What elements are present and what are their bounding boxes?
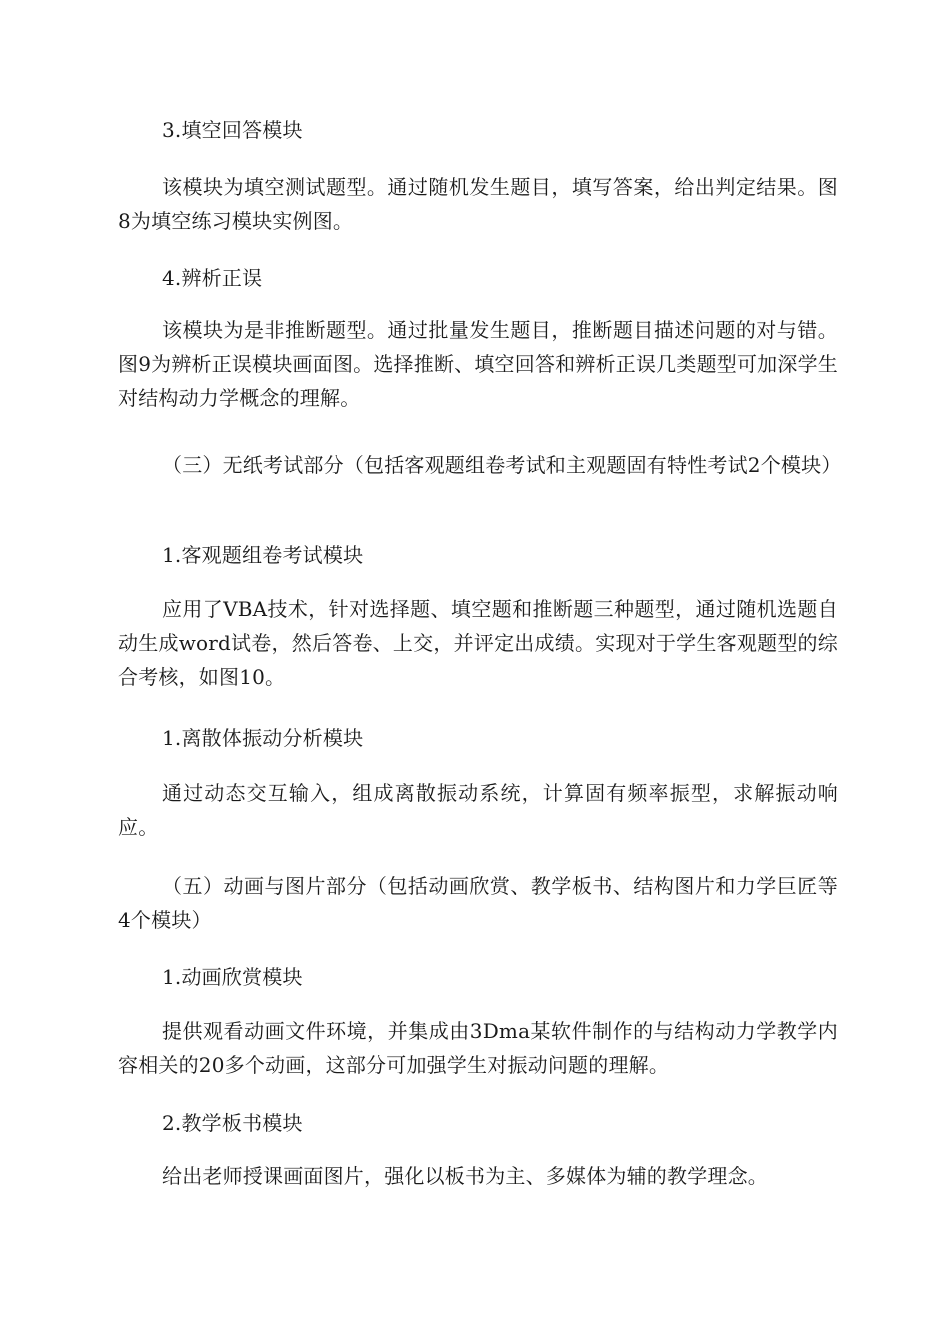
section-heading-objective-exam: 1.客观题组卷考试模块 (162, 543, 364, 567)
paragraph-objective-exam-desc: 应用了VBA技术，针对选择题、填空题和推断题三种题型，通过随机选题自动生成word试卷，然后答卷、上交，并评定出成绩。实现对于学生客观题型的综合考核，如图10。 (118, 597, 838, 689)
section-heading-discrete-vibration: 1.离散体振动分析模块 (162, 726, 364, 750)
paragraph-discrete-vibration-desc: 通过动态交互输入，组成离散振动系统，计算固有频率振型，求解振动响应。 (118, 781, 838, 839)
section-heading-true-false: 4.辨析正误 (162, 266, 263, 290)
paragraph-fill-blank-desc: 该模块为填空测试题型。通过随机发生题目，填写答案，给出判定结果。图8为填空练习模块实例图。 (118, 175, 838, 233)
section-heading-animation-images: （五）动画与图片部分（包括动画欣赏、教学板书、结构图片和力学巨匠等4个模块） (118, 874, 838, 932)
paragraph-animation-viewing-desc: 提供观看动画文件环境，并集成由3Dma某软件制作的与结构动力学教学内容相关的20多个动画，这部分可加强学生对振动问题的理解。 (118, 1019, 838, 1077)
section-heading-paperless-exam: （三）无纸考试部分（包括客观题组卷考试和主观题固有特性考试2个模块） (162, 453, 842, 477)
section-heading-fill-blank: 3.填空回答模块 (162, 118, 303, 142)
paragraph-teaching-board-desc: 给出老师授课画面图片，强化以板书为主、多媒体为辅的教学理念。 (162, 1164, 768, 1188)
section-heading-teaching-board: 2.教学板书模块 (162, 1111, 303, 1135)
paragraph-true-false-desc: 该模块为是非推断题型。通过批量发生题目，推断题目描述问题的对与错。图9为辨析正误模块画面图。选择推断、填空回答和辨析正误几类题型可加深学生对结构动力学概念的理解。 (118, 318, 838, 410)
section-heading-animation-viewing: 1.动画欣赏模块 (162, 965, 303, 989)
